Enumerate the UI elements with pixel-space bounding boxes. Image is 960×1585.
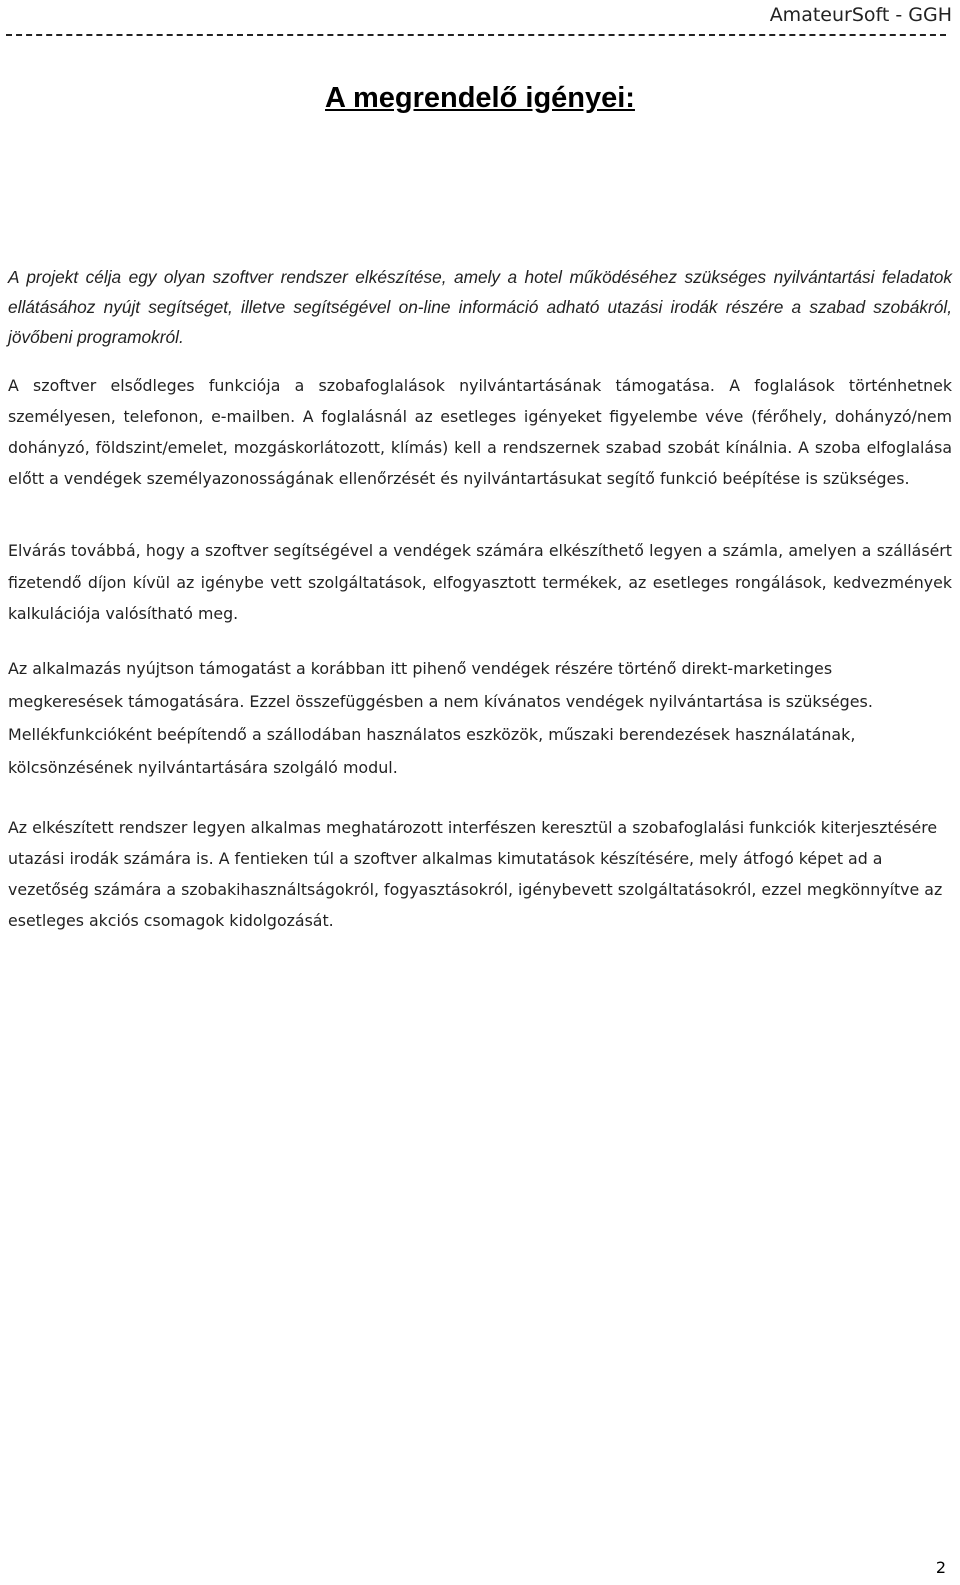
page-number: 2 [935, 1558, 946, 1577]
document-title: A megrendelő igényei: [325, 82, 635, 114]
header-dashed-rule [6, 34, 946, 36]
paragraph-project-goal: A projekt célja egy olyan szoftver rendszer elkészítése, amely a hotel működéséhez szükséges nyilvántartási feladatok ellátásához nyújt segítséget, illetve segítségével on-line információ adható utazási irodák részére a szabad szobákról, jövőbeni programokról. [8, 267, 952, 347]
paragraph-primary-function: A szoftver elsődleges funkciója a szobafoglalások nyilvántartásának támogatása. A foglalások történhetnek személyesen, telefonon, e-mailben. A foglalásnál az esetleges igényeket figyelembe véve (férőhely, dohányzó/nem dohányzó, földszint/emelet, mozgáskorlátozott, klímás) kell a rendszernek szabad szobát kínálnia. A szoba elfoglalása előtt a vendégek személyazonosságának ellenőrzését és nyilvántartásukat segítő funkció beépítése is szükséges. [8, 376, 952, 488]
header-brand: AmateurSoft - GGH [769, 4, 952, 26]
paragraph-extension-reports: Az elkészített rendszer legyen alkalmas meghatározott interfészen keresztül a szobafoglalási funkciók kiterjesztésére utazási irodák számára is. A fentieken túl a szoftver alkalmas kimutatások készítésére, mely átfogó képet ad a vezetőség számára a szobakihasználtságokról, fogyasztásokról, igénybevett szolgáltatásokról, ezzel megkönnyítve az esetleges akciós csomagok kidolgozását. [8, 818, 943, 930]
page-header [0, 0, 960, 50]
paragraph-invoice: Elvárás továbbá, hogy a szoftver segítségével a vendégek számára elkészíthető legyen a számla, amelyen a szállásért fizetendő díjon kívül az igénybe vett szolgáltatások, elfogyasztott termékek, az esetleges rongálások, kedvezmények kalkulációja valósítható meg. [8, 541, 952, 623]
paragraph-direct-marketing: Az alkalmazás nyújtson támogatást a korábban itt pihenő vendégek részére történő direkt-marketinges megkeresések támogatására. Ezzel összefüggésben a nem kívánatos vendégek nyilvántartása is szükséges. Mellékfunkcióként beépítendő a szállodában használatos eszközök, műszaki berendezések használatának, kölcsönzésének nyilvántartására szolgáló modul. [8, 659, 873, 777]
